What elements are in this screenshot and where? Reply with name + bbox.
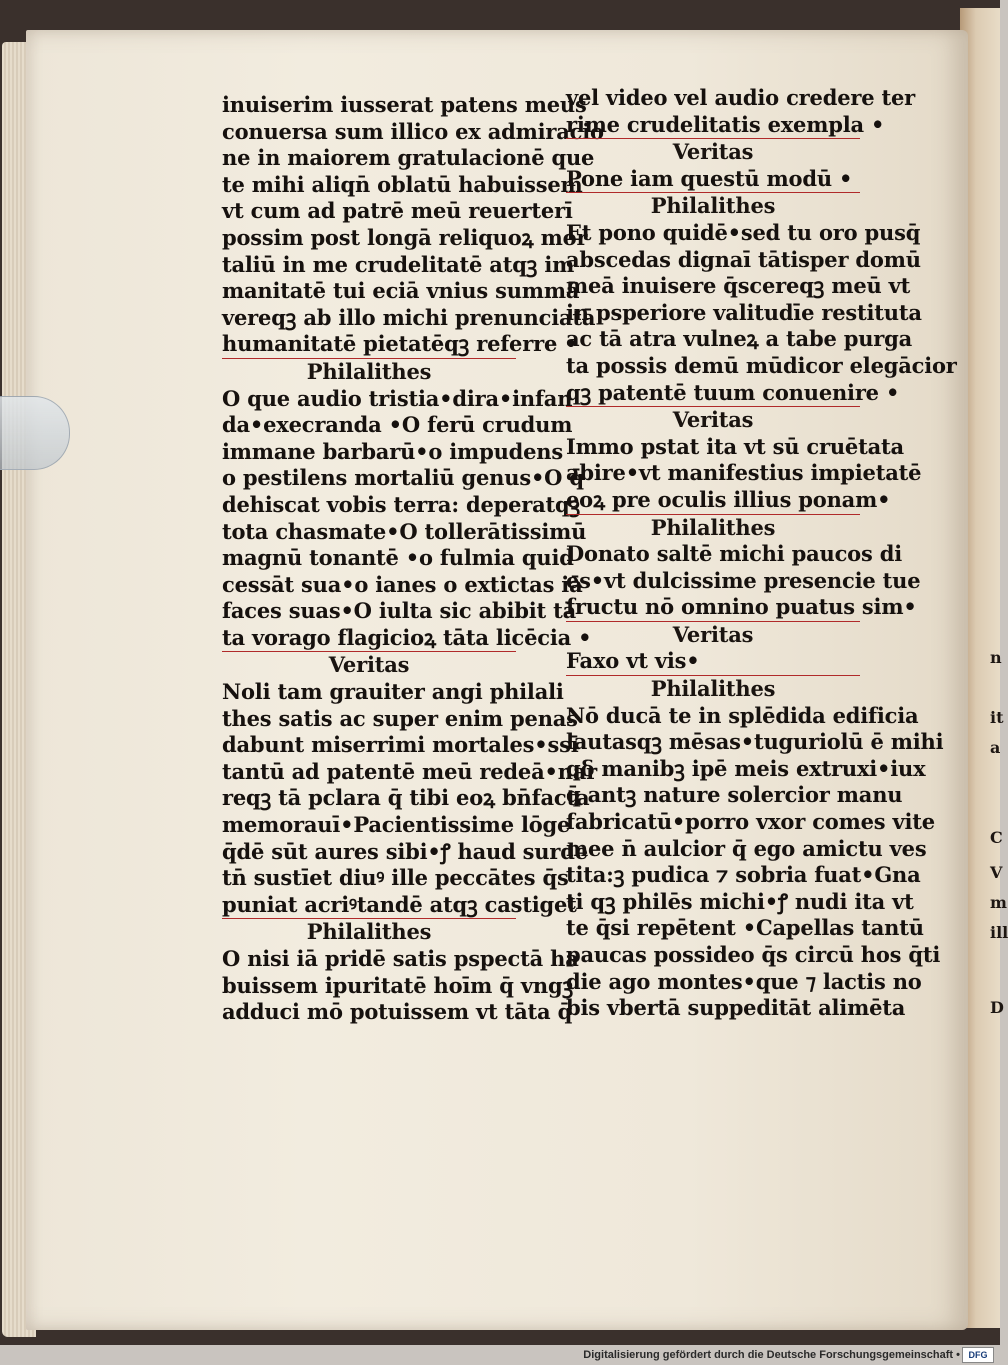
text-line <box>566 968 922 996</box>
line-text: abscedas dignaī tātisper domū <box>566 246 921 272</box>
text-line <box>566 995 906 1022</box>
text-line <box>222 999 573 1026</box>
line-text: rime crudelitatis exempla • <box>566 111 885 137</box>
dfg-logo: DFG <box>962 1347 994 1363</box>
line-text: fructu nō omnino puatus sim• <box>566 594 917 620</box>
text-line <box>566 755 926 783</box>
speaker-name: Philalithes <box>306 358 432 384</box>
speaker-name: Philalithes <box>650 514 776 540</box>
line-text: qδ manibꝫ ipē meis extruxi•iux <box>566 755 926 781</box>
speaker-heading <box>222 651 516 679</box>
speaker-heading <box>222 918 516 946</box>
line-text: ti qꝫ philēs michi•ꝭ nudi ita vt <box>566 888 914 914</box>
facing-fragment: D <box>990 998 1004 1017</box>
text-line <box>222 598 577 625</box>
text-line <box>222 865 569 892</box>
funding-credit: Digitalisierung gefördert durch die Deutsche Forschungsgemeinschaft • <box>583 1349 960 1361</box>
text-line <box>566 299 922 327</box>
line-text: manitatē tui eciā vnius summā <box>222 278 580 304</box>
text-line <box>566 809 935 836</box>
text-line <box>222 946 579 973</box>
line-text: tantū ad patentē meū redeā•nar <box>222 758 598 784</box>
line-text: vereqꝫ ab illo michi prenunciatā <box>222 304 596 330</box>
speaker-heading <box>566 192 860 220</box>
text-line <box>566 326 913 353</box>
speaker-name: Veritas <box>672 139 754 165</box>
text-line <box>566 219 921 247</box>
speaker-heading <box>566 406 860 434</box>
line-text: taliū in me crudelitatē atqꝫ im <box>222 251 575 277</box>
line-text: dabunt miserrimi mortales•ssī <box>222 732 579 758</box>
text-line <box>566 594 917 621</box>
text-line <box>222 412 573 439</box>
text-line <box>566 460 922 487</box>
line-text: faces suas•O iulta sic abibit tā <box>222 598 577 624</box>
line-text: Faxo vt vis• <box>566 648 700 674</box>
line-text: Pone iam questū modū • <box>566 165 853 191</box>
line-text: Nō ducā te in splēdida edificia <box>566 702 919 728</box>
speaker-heading <box>566 621 860 649</box>
line-text: memorauī•Pacientissime lōge <box>222 812 571 838</box>
text-line <box>222 491 581 519</box>
text-line <box>222 145 595 172</box>
text-line <box>566 273 911 300</box>
line-text: humanitatē pietatēqꝫ referre • <box>222 331 578 357</box>
text-line <box>566 835 927 863</box>
text-line <box>222 304 596 332</box>
line-text: paucas possideo q̄s circū hos q̄ti <box>566 942 941 967</box>
text-line <box>566 862 921 889</box>
text-line <box>222 198 573 225</box>
line-text: abire•vt manifestius impietatē <box>566 460 922 486</box>
line-text: inuiserim iusserat patens meus <box>222 92 587 117</box>
line-text: es•vt dulcissime presencie tue <box>566 567 921 593</box>
line-text: reqꝫ tā pclara q̄ tibi eoꝝ bn̄facta <box>222 785 590 811</box>
text-line <box>222 785 590 812</box>
text-line <box>222 972 573 1000</box>
text-line <box>566 942 941 969</box>
speaker-name: Veritas <box>672 621 754 647</box>
text-line <box>566 729 944 756</box>
text-line <box>566 166 860 193</box>
line-text: O que audio tristia•dira•infan <box>222 385 573 411</box>
line-text: tn̄ sustīet diuꝰ ille peccātes q̄s <box>222 865 569 891</box>
text-line <box>222 251 575 279</box>
line-text: eoꝝ pre oculis illius ponam• <box>566 486 891 512</box>
line-text: ac tā atra vulneꝝ a tabe purga <box>566 326 913 352</box>
speaker-heading <box>222 358 516 386</box>
line-text: fabricatū•porro vxor comes vite <box>566 809 935 835</box>
line-text: Et pono quidē•sed tu oro pusq̄ <box>566 219 921 245</box>
text-column-right <box>566 85 957 1022</box>
speaker-name: Veritas <box>328 652 410 678</box>
line-text: adduci mō potuissem vt tāta q̄ <box>222 999 573 1025</box>
text-line <box>566 85 916 112</box>
line-text: die ago montes•que ⁊ lactis no <box>566 968 922 994</box>
text-line <box>222 171 583 199</box>
text-line <box>566 567 921 595</box>
line-text: buissem ipuritatē hoīm q̄ vngꝫ <box>222 972 573 998</box>
line-text: te q̄si repētent •Capellas tantū <box>566 915 924 941</box>
text-line <box>222 465 584 492</box>
text-line <box>222 92 587 119</box>
line-text: in psperiore valitudīe restituta <box>566 299 922 325</box>
text-line <box>222 571 583 599</box>
line-text: mee n̄ aulcior q̄ ego amictu ves <box>566 835 927 861</box>
text-line <box>566 648 860 675</box>
text-line <box>566 352 957 380</box>
text-line <box>222 705 578 733</box>
speaker-heading <box>566 675 860 703</box>
text-line <box>222 624 592 652</box>
text-line <box>222 679 564 706</box>
line-text: tota chasmate•O tollerātissimū <box>222 518 587 544</box>
line-text: magnū tonantē •o fulmia quid <box>222 545 574 571</box>
text-line <box>566 915 924 942</box>
facing-fragment: m <box>990 893 1007 912</box>
line-text: conuersa sum illico ex admiracio <box>222 118 604 144</box>
text-line <box>566 433 904 461</box>
speaker-name: Philalithes <box>306 919 432 945</box>
text-line <box>222 838 588 866</box>
text-line <box>566 379 900 407</box>
line-text: ta vorago flagicioꝝ tāta licēcia • <box>222 624 592 650</box>
line-text: thes satis ac super enim penas <box>222 705 578 731</box>
text-line <box>222 438 563 466</box>
line-text: bis vbertā suppeditāt alimēta <box>566 995 906 1021</box>
facing-fragment: a <box>990 738 1001 757</box>
line-text: te mihi aliqn̄ oblatū habuissem <box>222 171 583 197</box>
facing-fragment: n <box>990 648 1002 667</box>
speaker-name: Philalithes <box>650 676 776 702</box>
text-line <box>566 111 885 139</box>
text-line <box>566 246 921 274</box>
text-line <box>222 118 604 146</box>
line-text: tita:ꝫ pudica ⁊ sobria fuat•Gna <box>566 862 921 888</box>
line-text: q̄ antꝫ nature solercior manu <box>566 782 903 808</box>
line-text: o pestilens mortaliū genus•O q̄ <box>222 465 584 491</box>
text-line <box>222 812 571 839</box>
text-line <box>222 224 588 252</box>
line-text: puniat acriꝰtandē atqꝫ castiget <box>222 891 577 917</box>
speaker-name: Philalithes <box>650 193 776 219</box>
text-line <box>222 732 579 759</box>
line-text: possim post longā reliquoꝝ mor <box>222 224 588 250</box>
facing-fragment: V <box>990 863 1003 882</box>
text-line <box>222 385 573 413</box>
facing-fragment: ill <box>990 923 1008 942</box>
text-line <box>222 545 574 572</box>
line-text: dehiscat vobis terra: deperatqꝫ <box>222 491 581 517</box>
facing-fragment: it <box>990 708 1004 727</box>
text-line <box>566 782 903 809</box>
text-line <box>222 891 577 919</box>
text-column-left <box>222 92 604 1026</box>
text-line <box>566 702 919 730</box>
text-line <box>222 278 580 305</box>
line-text: Noli tam grauiter angi philali <box>222 679 564 705</box>
line-text: ta possis demū mūdicor elegācior <box>566 352 957 378</box>
text-line <box>222 518 587 546</box>
line-text: O nisi iā pridē satis pspectā ha <box>222 946 579 971</box>
text-line <box>222 331 578 358</box>
line-text: vt cum ad patrē meū reuerterī <box>222 198 573 224</box>
text-line <box>566 486 891 514</box>
line-text: meā inuisere q̄scereqꝫ meū vt <box>566 273 911 299</box>
speaker-heading <box>566 138 860 166</box>
line-text: qꝫ patentē tuum conuenire • <box>566 379 900 405</box>
line-text: da•execranda •O ferū crudum <box>222 412 573 438</box>
facing-fragment: C <box>990 828 1003 847</box>
line-text: immane barbarū•o impudens <box>222 438 563 464</box>
line-text: lautasqꝫ mēsas•tuguriolū ē mihi <box>566 729 944 755</box>
line-text: Donato saltē michi paucos di <box>566 541 902 567</box>
text-line <box>566 541 902 568</box>
page-clip <box>0 396 70 470</box>
speaker-heading <box>566 514 860 542</box>
line-text: ne in maiorem gratulacionē que <box>222 145 595 171</box>
line-text: cessāt sua•o ianes o extictas iā <box>222 571 583 597</box>
text-line <box>566 888 914 916</box>
line-text: q̄dē sūt aures sibi•ꝭ haud surde <box>222 838 588 864</box>
line-text: Immo pstat ita vt sū cruētata <box>566 433 904 459</box>
speaker-name: Veritas <box>672 407 754 433</box>
text-line <box>222 758 598 786</box>
line-text: vel video vel audio credere ter <box>566 85 916 110</box>
